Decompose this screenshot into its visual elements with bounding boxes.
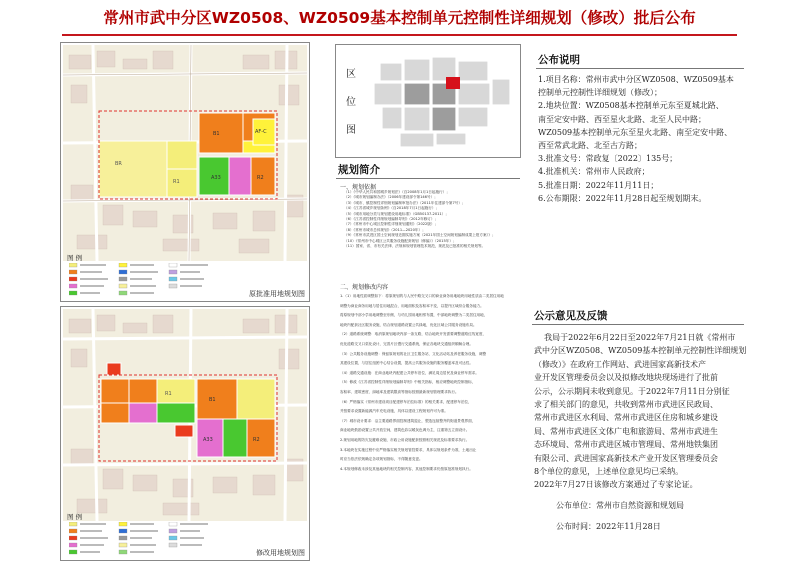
basis-item: （10）《常州市中心城区公共服务设施配套规划（修编）》（2015年）； — [344, 238, 457, 243]
feedback-line: 业开发区管理委员会以及拟修改地块现场进行了批前 — [534, 373, 718, 383]
basis-item: （9）《常州市武进区国土空间规划近期实施方案（2021年国土空间规划编制成果上报方案）》； — [344, 233, 496, 238]
change-line: 其建设位置，与居住组团中心结合设置，提高公共服务设施的服务覆盖率及可达性。 — [340, 361, 473, 366]
change-line: （3）公共服务设施调整：保留原规划的社区卫生服务站、文化活动站及养老服务设施，调整 — [340, 351, 487, 356]
title-divider — [62, 34, 737, 36]
feedback-line: 8个单位的意见，上述单位意见均已采纳。 — [534, 467, 684, 477]
publishing-authority-value: 常州市自然资源和规划局 — [596, 501, 684, 510]
notice-item: 2.地块位置：WZ0508基本控制单元东至夏城北路、 — [538, 101, 724, 111]
change-line: （6）严格落实《常州市建设项目配建停车泊位标准》的相关要求，配建停车泊位， — [340, 399, 472, 404]
parcel-label: R2 — [253, 437, 260, 443]
basis-item: （6）《江苏省控制性详细规划编制导则》（2012年修订）； — [344, 217, 439, 222]
parcel-label: R1 — [173, 179, 180, 185]
revised-legend — [69, 522, 269, 556]
notice-heading-rule — [536, 68, 744, 69]
original-map-caption: 原批准用地规划图 — [249, 290, 305, 298]
revised-land-use-map — [63, 309, 307, 521]
publishing-authority-label: 公布单位： — [556, 501, 596, 510]
basis-item: （3）《城市、镇控制性详细规划编制审批办法》（2011年住建部令第7号）； — [344, 200, 466, 205]
feedback-line: 公示，公示期间未收到意见。于2022年7月11日分别征 — [534, 386, 730, 396]
parcel-label: A33 — [211, 175, 221, 181]
basis-item: （8）《常州市城市总体规划》（2011—2020年）； — [344, 227, 426, 232]
change-line: 2.规划用地的防灾及避难设施、市政公用设施配套按照相关规范及标准要求执行。 — [340, 437, 470, 442]
change-line: 4.本规划修改未涉及其他地块的相关控制内容，其他控制要求仍按原批准规划执行。 — [340, 466, 473, 471]
publishing-date-value: 2022年11月28日 — [596, 522, 661, 531]
basis-item: （1）《中华人民共和国城乡规划法》（自2008年1月1日起施行）； — [344, 190, 450, 194]
parcel-label: R1 — [165, 391, 172, 397]
change-line: 商业地块鼓励设置公共开放空间，建筑色彩以暖灰色调为主，注重第五立面设计。 — [340, 428, 470, 433]
feedback-line: 常州市武进区水利局、常州市武进区住房和城乡建设 — [534, 413, 718, 423]
publishing-authority — [556, 499, 684, 512]
page-title: 常州市武中分区WZ0508、WZ0509基本控制单元控制性详细规划（修改）批后公布 — [103, 9, 696, 27]
location-map-panel — [335, 44, 521, 158]
notice-item: 1.项目名称：常州市武中分区WZ0508、WZ0509基本 — [538, 75, 734, 84]
publishing-date — [556, 520, 661, 533]
feedback-line: 2022年7月27日该修改方案通过了专家论证。 — [534, 480, 698, 490]
change-line: （4）道路交通设施：在商业地块内配建公共停车泊位，满足周边居民及商业停车需求。 — [340, 370, 479, 375]
planning-changes-heading: 二、规划修改内容 — [340, 284, 389, 291]
parcel-label: A33 — [203, 437, 213, 443]
planning-heading-rule — [336, 178, 520, 179]
parcel-label: BR — [115, 161, 122, 167]
location-map — [364, 49, 516, 153]
parcel-label: B1 — [209, 397, 216, 403]
planning-heading: 规划简介 — [338, 164, 380, 176]
change-line: （2）道路系统调整：取消原规划地块内部一条支路，结合地块开发需要调整道路红线宽度， — [340, 332, 487, 337]
notice-item: 3.批准文号：常政复〔2022〕135号； — [538, 154, 678, 164]
planning-basis-list — [344, 190, 520, 252]
change-line: 优化道路交叉口渠化设计，完善片区慢行交通系统，保证各地块交通组织顺畅合理。 — [340, 341, 473, 346]
change-line: （7）城市设计要求：沿主要道路界面控制建筑退让，塑造连续整齐的街道景观界面， — [340, 418, 476, 423]
parcel-label: B1 — [213, 131, 220, 137]
basis-item: （2）《城市规划编制办法》（2006年建设部令第146号）； — [344, 195, 438, 200]
notice-heading: 公布说明 — [538, 54, 580, 66]
feedback-line: 局、常州市武进区文体广电和旅游局、常州市武进生 — [534, 426, 718, 436]
planning-basis-heading: 一、规划依据 — [340, 184, 377, 191]
change-line: 并按要求设置新能源汽车充电设施，具体以建设工程规划许可为准。 — [340, 409, 448, 414]
change-line: 容积率、建筑密度、绿地率及建筑限高等指标按照最新规划管理要求执行。 — [340, 389, 459, 394]
location-label-char: 位 — [346, 97, 356, 108]
revised-land-use-map-panel — [60, 306, 310, 561]
notice-item: 5.批准日期：2022年11月11日； — [538, 180, 659, 190]
notice-item: 6.公布期限：2022年11月28日起至规划期末。 — [538, 193, 707, 203]
feedback-line: 有限公司、武进国家高新技术产业开发区管理委员会 — [534, 453, 718, 463]
notice-item: 4.批准机关：常州市人民政府； — [538, 167, 650, 177]
change-line: 3.本地块在实施过程中应严格落实相关规划管控要求，具体以规划条件为准，土地出让 — [340, 447, 477, 452]
change-line: （5）修改《江苏省控制性详细规划编制导则》中相关指标，相应调整地块控制指标， — [340, 380, 476, 385]
basis-item: （7）《常州市中心城区控制性详细规划通则》（2022版）； — [344, 222, 439, 227]
project-location-marker — [446, 77, 460, 89]
basis-item: （4）《江苏省城乡规划条例》（自2018年7月1日起施行）； — [344, 206, 440, 211]
change-line: 时应当依法依规确定各项规划指标，不得随意变更。 — [340, 457, 423, 462]
change-line: 1.（1）用地性质调整如下：将原规划的与人民中路交叉口的商业商务用地地块用地性质由二类居住用地 — [340, 294, 504, 298]
original-legend-title: 图 例 — [67, 254, 83, 262]
original-legend — [69, 263, 269, 297]
feedback-line: 求了相关部门的意见，共收到常州市武进区民政局、 — [534, 400, 718, 410]
parcel-label: R2 — [257, 175, 264, 181]
notice-item: WZ0509基本控制单元东至星火北路、南至定安中路、 — [538, 127, 733, 137]
basis-item: （11）国家、省、市有关法律、法规和规划管理技术规范，规范及已批准的相关规划等。 — [344, 244, 486, 249]
revised-legend-title: 图 例 — [67, 513, 83, 521]
parcel-label: AF-C — [255, 129, 267, 135]
location-label-char: 图 — [346, 125, 356, 136]
feedback-line: 我局于2022年6月22日至2022年7月21日就《常州市 — [534, 333, 736, 342]
notice-item: 控制单元控制性详细规划（修改）； — [538, 88, 662, 98]
change-line: 地块内配套社区服务设施，结合规划道路设置公共绿地，优化区域公共服务设施布局。 — [340, 322, 477, 327]
feedback-body — [534, 331, 748, 492]
feedback-heading-rule — [532, 324, 744, 325]
change-line: 调整为商业商务用地与居住用地混合，用地面积及容积率不变，以提升区域综合服务能力。 — [340, 303, 484, 308]
location-label-char: 区 — [346, 69, 356, 80]
publishing-date-label: 公布时间： — [556, 522, 596, 531]
notice-list — [538, 73, 748, 205]
change-line: 将原规划中部小学用地调整至东侧，与幼儿园用地相邻布置，中部地块调整为二类居住用地， — [340, 313, 488, 318]
feedback-line: （修改）》在政府工作网站、武进国家高新技术产 — [534, 359, 706, 369]
feedback-line: 武中分区WZ0508、WZ0509基本控制单元控制性详细规划 — [534, 346, 747, 356]
revised-map-caption: 修改用地规划图 — [256, 549, 305, 557]
feedback-line: 态环境局、常州市武进区城市管理局、常州地铁集团 — [534, 440, 718, 450]
notice-item: 南至定安中路、西至星火北路、北至人民中路； — [538, 114, 706, 124]
feedback-heading: 公示意见及反馈 — [534, 310, 608, 322]
basis-item: （5）《城市用地分类与规划建设用地标准》（GB50137-2011）； — [344, 211, 449, 216]
original-land-use-map — [63, 45, 307, 261]
notice-item: 西至常武北路、北至古方路； — [538, 141, 642, 151]
planning-changes-text — [340, 292, 522, 558]
original-land-use-map-panel — [60, 42, 310, 302]
